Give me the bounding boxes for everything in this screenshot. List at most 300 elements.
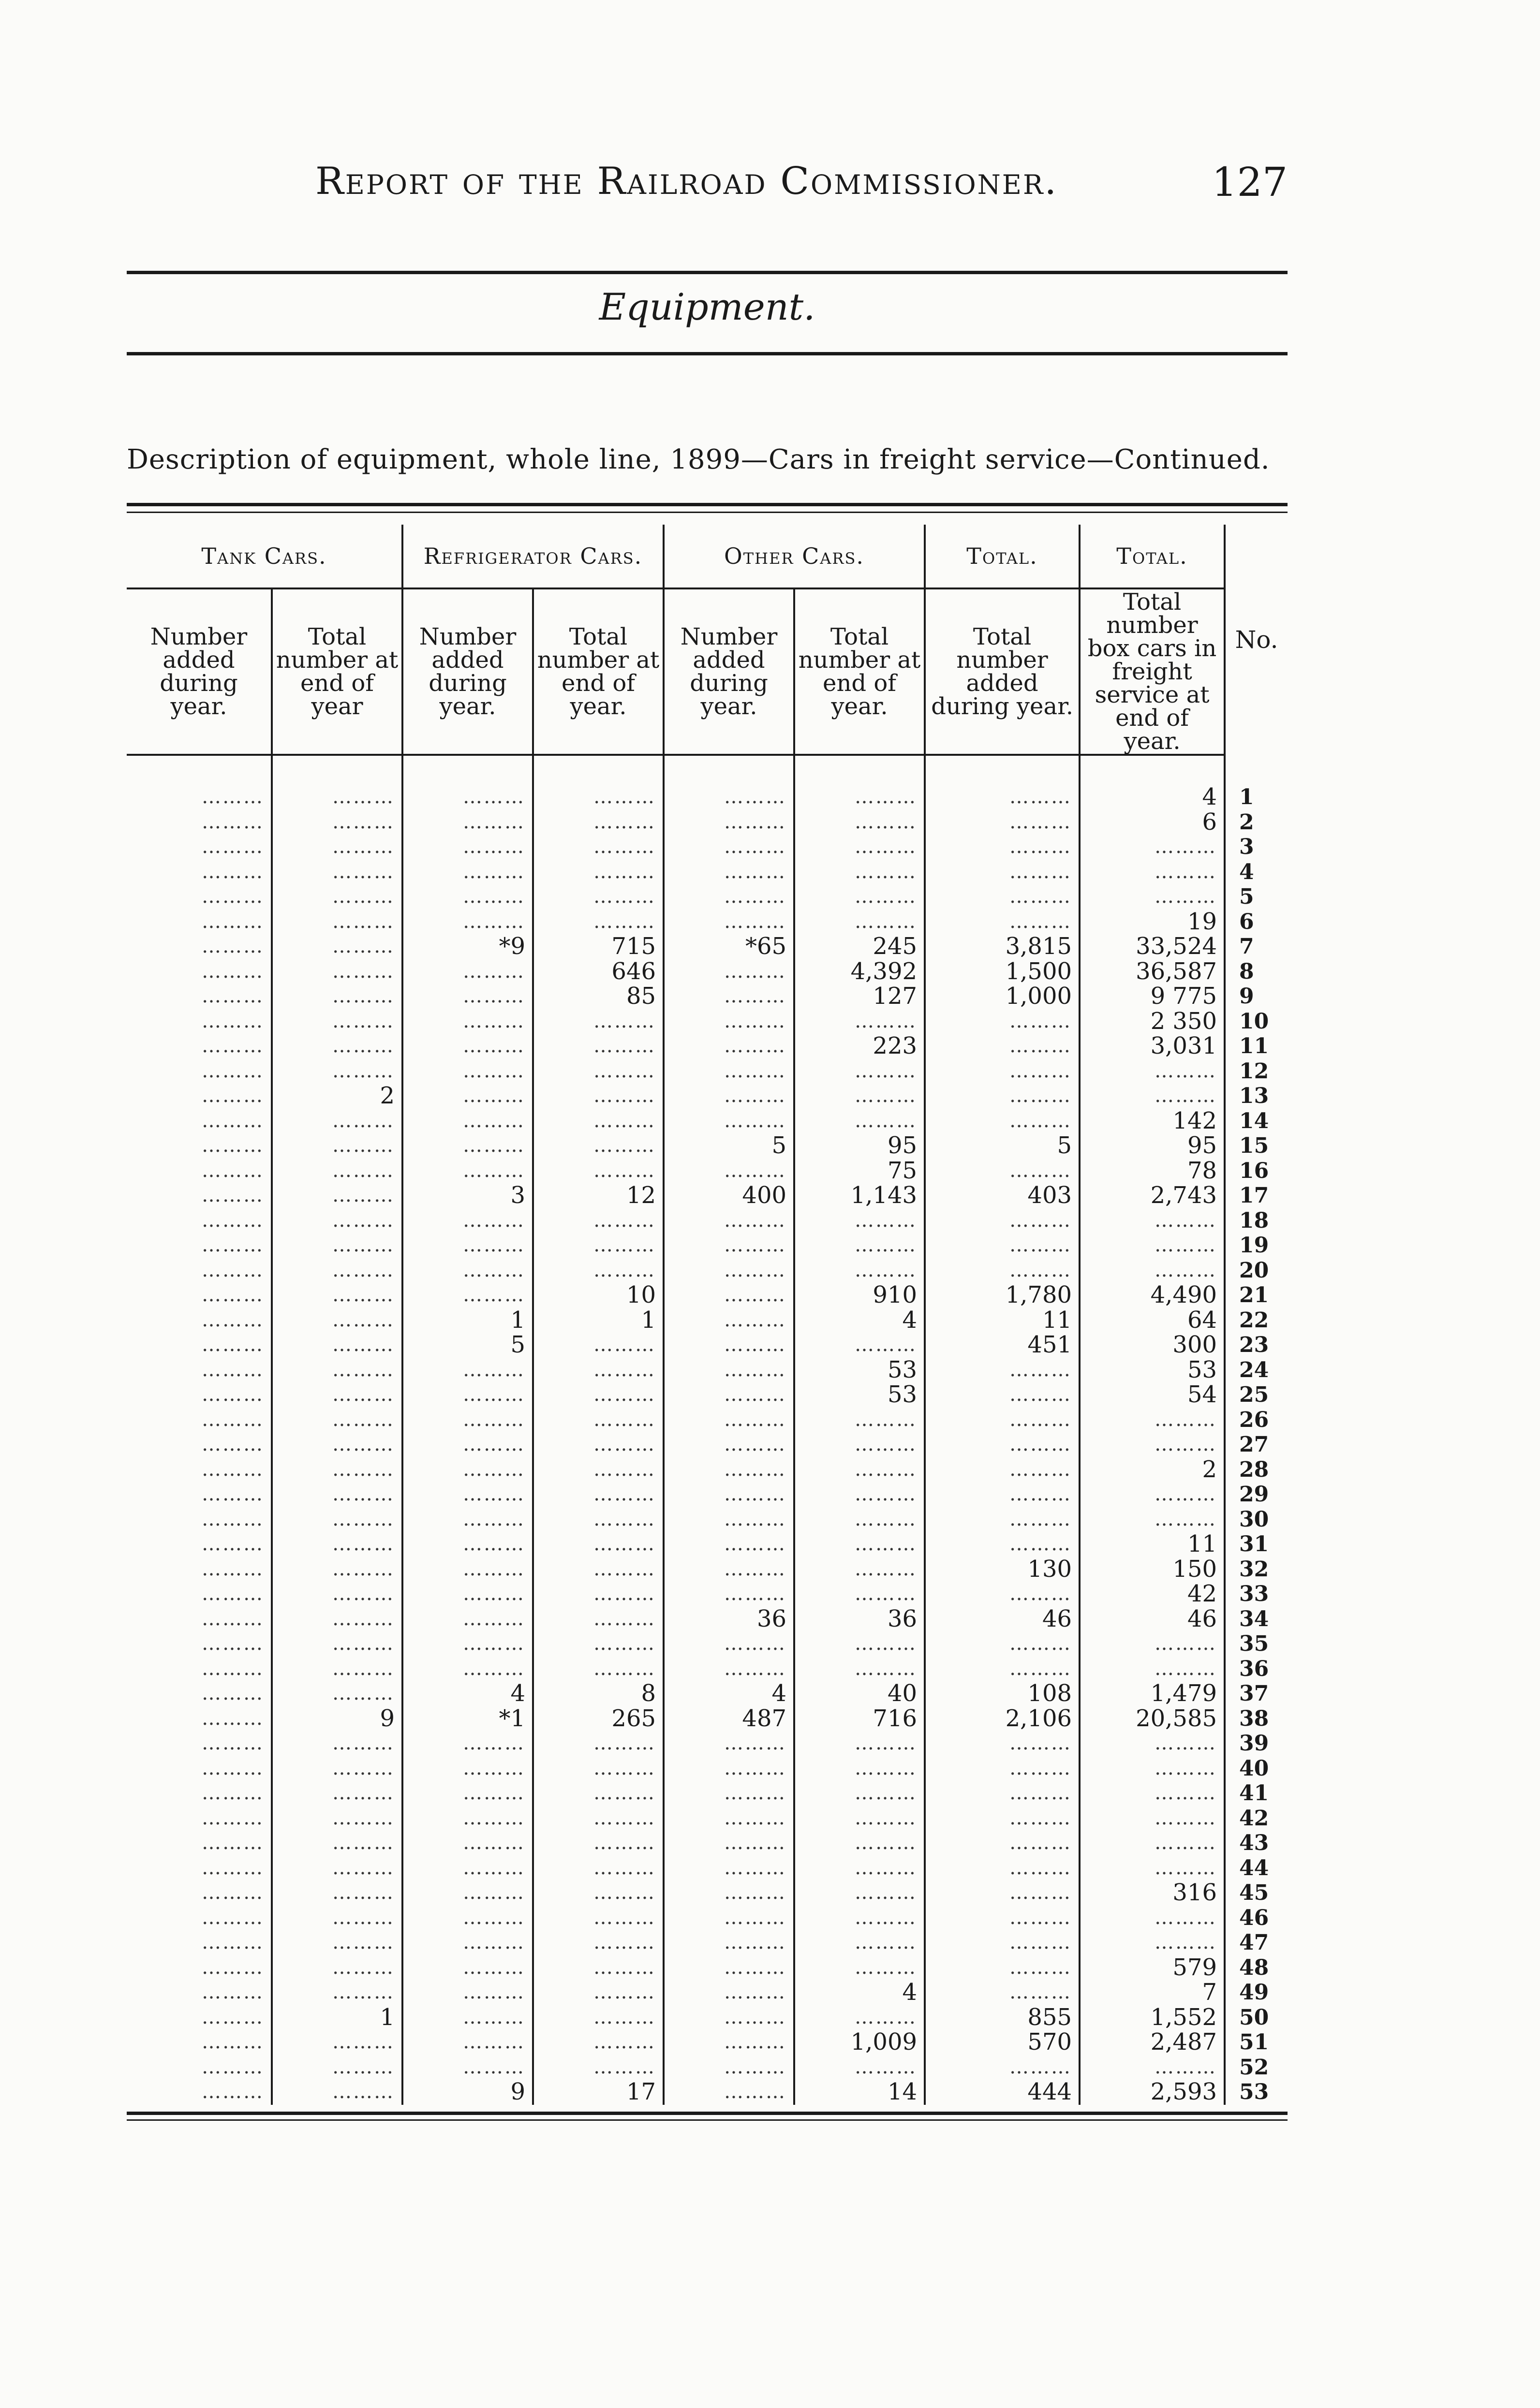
table-cell: 42 (1080, 1582, 1225, 1607)
table-cell: 223 (794, 1034, 925, 1059)
row-number: 48 (1225, 1955, 1288, 1981)
table-cell: 3,815 (925, 934, 1080, 959)
leader-dots: ……… (202, 2056, 264, 2078)
leader-dots: ……… (533, 1482, 664, 1507)
table-cell: 4,392 (794, 959, 925, 984)
table-cell: 9 775 (1080, 984, 1225, 1009)
leader-dots: ……… (202, 1159, 264, 1182)
leader-dots: ……… (925, 1159, 1080, 1184)
table-row (127, 1681, 1288, 1706)
row-number: 26 (1225, 1408, 1288, 1433)
table-cell: 12 (533, 1183, 664, 1208)
row-number: 18 (1225, 1208, 1288, 1233)
top-rule (127, 271, 1288, 274)
leader-dots: ……… (202, 1782, 264, 1805)
leader-dots: ……… (533, 1781, 664, 1806)
leader-dots: ……… (794, 1731, 925, 1756)
leader-dots: ……… (202, 1483, 264, 1506)
table-cell: 715 (533, 934, 664, 959)
leader-dots: ……… (664, 1382, 794, 1408)
leader-dots: ……… (925, 1980, 1080, 2005)
leader-dots: ……… (1080, 1631, 1225, 1657)
leader-dots: ……… (925, 1208, 1080, 1233)
row-number: 35 (1225, 1631, 1288, 1657)
table-row (127, 1532, 1288, 1557)
leader-dots: ……… (664, 1482, 794, 1507)
leader-dots: ……… (272, 1258, 402, 1283)
table-cell: 127 (794, 984, 925, 1009)
table-bottom-rule-thin (127, 2119, 1288, 2121)
leader-dots: ……… (402, 2030, 533, 2055)
leader-dots: ……… (794, 2005, 925, 2030)
table-cell: 54 (1080, 1382, 1225, 1408)
leader-dots: ……… (664, 910, 794, 935)
leader-dots: ……… (794, 1408, 925, 1433)
leader-dots: ……… (402, 984, 533, 1009)
leader-dots: ……… (202, 1757, 264, 1779)
table-cell: 1 (402, 1308, 533, 1333)
leader-dots: ……… (794, 1457, 925, 1483)
leader-dots: ……… (402, 1781, 533, 1806)
leader-dots: ……… (533, 1382, 664, 1408)
leader-dots: ……… (272, 1233, 402, 1258)
leader-dots: ……… (272, 1382, 402, 1408)
leader-dots: ……… (402, 1408, 533, 1433)
leader-dots: ……… (272, 1159, 402, 1184)
table-row (127, 2080, 1288, 2105)
leader-dots: ……… (794, 2055, 925, 2080)
leader-dots: ……… (202, 935, 264, 958)
table-row (127, 835, 1288, 860)
leader-dots: ……… (794, 860, 925, 885)
leader-dots: ……… (272, 1681, 402, 1706)
table-row (127, 1856, 1288, 1881)
leader-dots: ……… (925, 1756, 1080, 1781)
row-number: 31 (1225, 1532, 1288, 1557)
leader-dots: ……… (794, 1432, 925, 1457)
row-number: 7 (1225, 934, 1288, 959)
table-row (127, 984, 1288, 1009)
leader-dots: ……… (272, 1283, 402, 1308)
row-number: 29 (1225, 1482, 1288, 1507)
leader-dots: ……… (202, 1732, 264, 1755)
table-row (127, 1880, 1288, 1906)
row-number: 25 (1225, 1382, 1288, 1408)
leader-dots: ……… (533, 2005, 664, 2030)
leader-dots: ……… (402, 1109, 533, 1134)
leader-dots: ……… (925, 1731, 1080, 1756)
leader-dots: ……… (272, 1009, 402, 1034)
leader-dots: ……… (202, 1707, 264, 1730)
row-number: 5 (1225, 884, 1288, 910)
column-header: Total number added during year. (925, 588, 1080, 755)
table-row (127, 1432, 1288, 1457)
leader-dots: ……… (925, 1258, 1080, 1283)
leader-dots: ……… (202, 1035, 264, 1057)
leader-dots: ……… (925, 860, 1080, 885)
group-header-tank-cars: Tank Cars. (127, 525, 402, 588)
leader-dots: ……… (402, 1906, 533, 1931)
row-number: 22 (1225, 1308, 1288, 1333)
leader-dots: ……… (664, 1806, 794, 1831)
leader-dots: ……… (202, 1134, 264, 1157)
table-cell: 451 (925, 1333, 1080, 1358)
leader-dots: ……… (664, 1756, 794, 1781)
leader-dots: ……… (794, 1582, 925, 1607)
section-rule (127, 352, 1288, 355)
leader-dots: ……… (272, 1457, 402, 1483)
row-number: 24 (1225, 1358, 1288, 1383)
leader-dots: ……… (272, 1109, 402, 1134)
leader-dots: ……… (1080, 1208, 1225, 1233)
leader-dots: ……… (664, 1582, 794, 1607)
leader-dots: ……… (533, 1009, 664, 1034)
leader-dots: ……… (272, 1432, 402, 1457)
row-number: 13 (1225, 1084, 1288, 1109)
leader-dots: ……… (925, 910, 1080, 935)
table-cell: 10 (533, 1283, 664, 1308)
table-row (127, 1034, 1288, 1059)
leader-dots: ……… (664, 1059, 794, 1084)
table-row (127, 1457, 1288, 1483)
table-top-rule (127, 503, 1288, 506)
leader-dots: ……… (533, 1233, 664, 1258)
leader-dots: ……… (272, 1880, 402, 1906)
leader-dots: ……… (533, 2030, 664, 2055)
leader-dots: ……… (272, 1980, 402, 2005)
leader-dots: ……… (272, 1482, 402, 1507)
column-header: Total number box cars in freight service at end of year. (1080, 588, 1225, 755)
leader-dots: ……… (925, 1631, 1080, 1657)
table-cell: 11 (1080, 1532, 1225, 1557)
table-row (127, 810, 1288, 835)
table-row (127, 1507, 1288, 1532)
column-header: Total number at end of year. (533, 588, 664, 755)
table-cell: *65 (664, 934, 794, 959)
leader-dots: ……… (272, 959, 402, 984)
leader-dots: ……… (533, 1109, 664, 1134)
table-cell: 6 (1080, 810, 1225, 835)
leader-dots: ……… (794, 785, 925, 810)
table-cell: 4 (664, 1681, 794, 1706)
leader-dots: ……… (1080, 1930, 1225, 1955)
equipment-table (127, 525, 1288, 2105)
table-row (127, 884, 1288, 910)
row-number: 11 (1225, 1034, 1288, 1059)
row-number: 42 (1225, 1806, 1288, 1831)
group-header-refrigerator-cars: Refrigerator Cars. (402, 525, 664, 588)
table-cell: 130 (925, 1557, 1080, 1582)
leader-dots: ……… (925, 1507, 1080, 1532)
leader-dots: ……… (794, 1333, 925, 1358)
leader-dots: ……… (272, 984, 402, 1009)
table-row (127, 1607, 1288, 1632)
table-bottom-rule (127, 2112, 1288, 2115)
table-cell: 46 (1080, 1607, 1225, 1632)
row-number: 45 (1225, 1880, 1288, 1906)
table-row (127, 1831, 1288, 1856)
leader-dots: ……… (272, 785, 402, 810)
table-caption: Description of equipment, whole line, 1899—Cars in freight service—Continued. (127, 444, 1270, 475)
row-number: 32 (1225, 1557, 1288, 1582)
table-row (127, 1382, 1288, 1408)
table-cell: 36 (794, 1607, 925, 1632)
leader-dots: ……… (402, 1532, 533, 1557)
leader-dots: ……… (533, 910, 664, 935)
table-cell: 17 (533, 2080, 664, 2105)
leader-dots: ……… (202, 2081, 264, 2103)
row-number: 4 (1225, 860, 1288, 885)
leader-dots: ……… (202, 1931, 264, 1954)
table-cell: 400 (664, 1183, 794, 1208)
leader-dots: ……… (1080, 1258, 1225, 1283)
leader-dots: ……… (533, 1980, 664, 2005)
leader-dots: ……… (533, 1208, 664, 1233)
table-cell: 36 (664, 1607, 794, 1632)
table-cell: 444 (925, 2080, 1080, 2105)
leader-dots: ……… (664, 984, 794, 1009)
leader-dots: ……… (925, 1457, 1080, 1483)
table-row (127, 1806, 1288, 1831)
leader-dots: ……… (533, 1159, 664, 1184)
leader-dots: ……… (664, 1432, 794, 1457)
table-cell: 487 (664, 1706, 794, 1732)
table-row (127, 1059, 1288, 1084)
leader-dots: ……… (402, 1756, 533, 1781)
table-row (127, 1980, 1288, 2005)
leader-dots: ……… (272, 1333, 402, 1358)
row-number: 50 (1225, 2005, 1288, 2030)
row-number: 27 (1225, 1432, 1288, 1457)
table-row (127, 1159, 1288, 1184)
leader-dots: ……… (1080, 1806, 1225, 1831)
leader-dots: ……… (925, 785, 1080, 810)
row-number: 1 (1225, 785, 1288, 810)
leader-dots: ……… (272, 2055, 402, 2080)
leader-dots: ……… (402, 1034, 533, 1059)
leader-dots: ……… (664, 1731, 794, 1756)
leader-dots: ……… (794, 1482, 925, 1507)
leader-dots: ……… (533, 1631, 664, 1657)
table-row (127, 1208, 1288, 1233)
leader-dots: ……… (1080, 1657, 1225, 1682)
leader-dots: ……… (533, 1880, 664, 1906)
leader-dots: ……… (925, 1856, 1080, 1881)
row-number: 36 (1225, 1657, 1288, 1682)
leader-dots: ……… (925, 1930, 1080, 1955)
leader-dots: ……… (402, 1582, 533, 1607)
table-cell: *1 (402, 1706, 533, 1732)
leader-dots: ……… (533, 1432, 664, 1457)
row-number: 23 (1225, 1333, 1288, 1358)
leader-dots: ……… (272, 1955, 402, 1981)
table-row (127, 934, 1288, 959)
leader-dots: ……… (402, 1283, 533, 1308)
table-cell: 53 (1080, 1358, 1225, 1383)
leader-dots: ……… (925, 1109, 1080, 1134)
row-number: 3 (1225, 835, 1288, 860)
leader-dots: ……… (202, 1632, 264, 1655)
table-cell: 1 (272, 2005, 402, 2030)
row-number: 39 (1225, 1731, 1288, 1756)
table-cell: 11 (925, 1308, 1080, 1333)
leader-dots: ……… (664, 884, 794, 910)
leader-dots: ……… (925, 1955, 1080, 1981)
leader-dots: ……… (402, 1856, 533, 1881)
row-number: 10 (1225, 1009, 1288, 1034)
table-cell: 316 (1080, 1880, 1225, 1906)
leader-dots: ……… (272, 934, 402, 959)
table-cell: 1 (533, 1308, 664, 1333)
leader-dots: ……… (664, 1955, 794, 1981)
table-cell: 36,587 (1080, 959, 1225, 984)
table-row (127, 2055, 1288, 2080)
leader-dots: ……… (664, 1880, 794, 1906)
leader-dots: ……… (794, 1781, 925, 1806)
leader-dots: ……… (794, 1831, 925, 1856)
leader-dots: ……… (402, 810, 533, 835)
leader-dots: ……… (533, 1657, 664, 1682)
table-cell: 1,009 (794, 2030, 925, 2055)
leader-dots: ……… (272, 1034, 402, 1059)
row-number: 19 (1225, 1233, 1288, 1258)
leader-dots: ……… (402, 1955, 533, 1981)
leader-dots: ……… (402, 1507, 533, 1532)
leader-dots: ……… (925, 884, 1080, 910)
leader-dots: ……… (402, 1208, 533, 1233)
leader-dots: ……… (1080, 835, 1225, 860)
section-title: Equipment. (599, 285, 815, 328)
table-cell: 85 (533, 984, 664, 1009)
leader-dots: ……… (202, 1508, 264, 1530)
leader-dots: ……… (272, 1906, 402, 1931)
leader-dots: ……… (402, 1657, 533, 1682)
table-row (127, 1233, 1288, 1258)
table-row (127, 1930, 1288, 1955)
leader-dots: ……… (664, 1233, 794, 1258)
leader-dots: ……… (402, 1059, 533, 1084)
table-row (127, 1482, 1288, 1507)
leader-dots: ……… (402, 910, 533, 935)
leader-dots: ……… (664, 1009, 794, 1034)
row-number: 37 (1225, 1681, 1288, 1706)
leader-dots: ……… (664, 2080, 794, 2105)
leader-dots: ……… (664, 2055, 794, 2080)
table-cell: 142 (1080, 1109, 1225, 1134)
leader-dots: ……… (794, 1084, 925, 1109)
leader-dots: ……… (925, 1482, 1080, 1507)
leader-dots: ……… (402, 1930, 533, 1955)
leader-dots: ……… (533, 1607, 664, 1632)
table-row (127, 1781, 1288, 1806)
leader-dots: ……… (272, 1806, 402, 1831)
leader-dots: ……… (402, 1980, 533, 2005)
leader-dots: ……… (402, 1258, 533, 1283)
table-row (127, 1109, 1288, 1134)
table-cell: 1,552 (1080, 2005, 1225, 2030)
leader-dots: ……… (202, 1010, 264, 1032)
leader-dots: ……… (272, 860, 402, 885)
leader-dots: ……… (925, 1358, 1080, 1383)
spacer-row (127, 755, 1288, 785)
table-cell: 46 (925, 1607, 1080, 1632)
table-cell: 9 (402, 2080, 533, 2105)
leader-dots: ……… (202, 786, 264, 808)
table-cell: 5 (402, 1333, 533, 1358)
leader-dots: ……… (1080, 1507, 1225, 1532)
leader-dots: ……… (794, 1507, 925, 1532)
leader-dots: ……… (664, 1557, 794, 1582)
table-cell: 5 (925, 1133, 1080, 1159)
leader-dots: ……… (202, 1906, 264, 1929)
leader-dots: ……… (925, 1084, 1080, 1109)
table-row (127, 2005, 1288, 2030)
leader-dots: ……… (533, 1333, 664, 1358)
leader-dots: ……… (202, 1259, 264, 1281)
leader-dots: ……… (925, 2055, 1080, 2080)
leader-dots: ……… (1080, 860, 1225, 885)
leader-dots: ……… (925, 1831, 1080, 1856)
row-number: 15 (1225, 1133, 1288, 1159)
leader-dots: ……… (402, 1382, 533, 1408)
leader-dots: ……… (402, 1806, 533, 1831)
table-body (127, 755, 1288, 2105)
leader-dots: ……… (664, 1258, 794, 1283)
table-cell: 4 (794, 1980, 925, 2005)
leader-dots: ……… (533, 1034, 664, 1059)
leader-dots: ……… (794, 884, 925, 910)
leader-dots: ……… (272, 2080, 402, 2105)
table-row (127, 1283, 1288, 1308)
leader-dots: ……… (272, 1308, 402, 1333)
table-cell: 265 (533, 1706, 664, 1732)
row-number: 46 (1225, 1906, 1288, 1931)
leader-dots: ……… (272, 1208, 402, 1233)
leader-dots: ……… (533, 1358, 664, 1383)
leader-dots: ……… (794, 1955, 925, 1981)
leader-dots: ……… (664, 1781, 794, 1806)
table-cell: 579 (1080, 1955, 1225, 1981)
leader-dots: ……… (272, 1607, 402, 1632)
table-cell: 1,143 (794, 1183, 925, 1208)
leader-dots: ……… (402, 2005, 533, 2030)
leader-dots: ……… (1080, 1781, 1225, 1806)
leader-dots: ……… (533, 1084, 664, 1109)
leader-dots: ……… (202, 1334, 264, 1356)
table-cell: 53 (794, 1358, 925, 1383)
table-cell: 2,593 (1080, 2080, 1225, 2105)
table-row (127, 1183, 1288, 1208)
leader-dots: ……… (794, 1880, 925, 1906)
leader-dots: ……… (202, 1607, 264, 1630)
leader-dots: ……… (664, 1208, 794, 1233)
leader-dots: ……… (1080, 1482, 1225, 1507)
leader-dots: ……… (533, 1457, 664, 1483)
row-number: 6 (1225, 910, 1288, 935)
leader-dots: ……… (533, 1831, 664, 1856)
leader-dots: ……… (533, 1906, 664, 1931)
leader-dots: ……… (794, 1208, 925, 1233)
leader-dots: ……… (272, 1856, 402, 1881)
row-number: 21 (1225, 1283, 1288, 1308)
leader-dots: ……… (1080, 1408, 1225, 1433)
leader-dots: ……… (402, 1557, 533, 1582)
leader-dots: ……… (402, 2055, 533, 2080)
leader-dots: ……… (794, 1906, 925, 1931)
leader-dots: ……… (202, 1209, 264, 1232)
leader-dots: ……… (533, 860, 664, 885)
leader-dots: ……… (402, 1880, 533, 1906)
